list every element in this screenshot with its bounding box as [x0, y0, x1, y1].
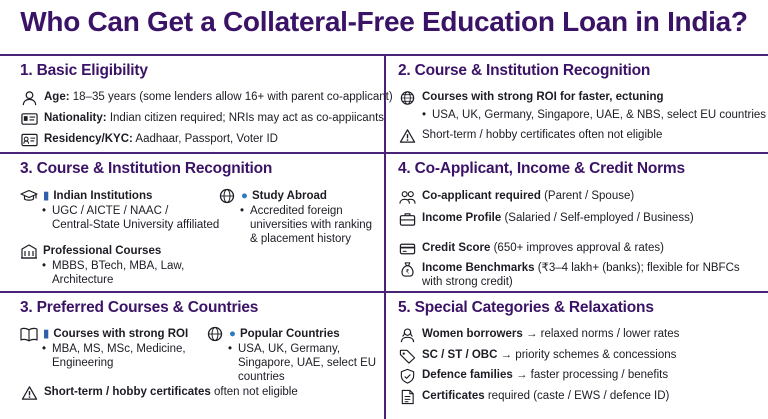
professional-bullet-line2: Architecture: [52, 274, 114, 286]
popular-countries-label: Popular Countries: [239, 328, 340, 340]
globe-icon: [218, 188, 236, 204]
tag-icon: [398, 348, 416, 364]
abroad-bullet-line1: Accredited foreign: [250, 205, 343, 217]
popular-countries-block: [206, 326, 376, 384]
credit-score-row: [398, 241, 664, 257]
coapplicant-row: [398, 189, 634, 205]
building-icon: [20, 243, 38, 259]
panel-heading: 5. Special Categories & Relaxations: [398, 299, 654, 316]
strong-roi-bullet-line2: Engineering: [52, 357, 114, 369]
panel-course-recognition: [0, 154, 384, 291]
abroad-bullet-line3: & placement history: [250, 233, 351, 245]
warning-icon: [398, 128, 416, 144]
shield-icon: [398, 368, 416, 384]
short-term-text: often not eligible: [214, 386, 298, 398]
nationality-row: [20, 111, 384, 127]
panel-heading: 4. Co-Applicant, Income & Credit Norms: [398, 160, 685, 177]
income-benchmarks-label: Income Benchmarks: [422, 262, 535, 274]
income-profile-row: [398, 211, 694, 227]
globe-icon: [206, 326, 224, 342]
svg-text:₹: ₹: [405, 268, 409, 276]
short-term-text: Short-term / hobby certificates often not eligible: [422, 129, 663, 141]
bank-icon: ▮: [43, 190, 50, 202]
sc-st-obc-label: SC / ST / OBC: [422, 349, 498, 361]
short-term-row: [20, 385, 298, 401]
roi-bullet: • USA, UK, Germany, Singapore, UAE, & NBS, select EU countries: [422, 108, 766, 122]
credit-card-icon: [398, 241, 416, 257]
strong-roi-label: Courses with strong ROI: [53, 328, 189, 340]
book-icon: [20, 326, 38, 342]
page-title: Who Can Get a Collateral-Free Education Loan in India?: [20, 6, 748, 37]
age-label: Age:: [44, 91, 70, 103]
strong-roi-block: [20, 326, 188, 370]
countries-bullet-line1: USA, UK, Germany,: [238, 343, 341, 355]
income-profile-text: (Salaried / Self-employed / Business): [504, 212, 694, 224]
nationality-text: Indian citizen required; NRIs may act as co-appiicants: [109, 112, 385, 124]
indian-institutions-label: Indian Institutions: [53, 190, 153, 202]
money-bag-icon: [398, 261, 416, 277]
certificates-row: [398, 389, 669, 405]
earth-icon: ●: [241, 190, 248, 202]
indian-bullet-line1: UGC / AICTE / NAAC /: [52, 205, 169, 217]
coapplicant-label: Co-applicant required: [422, 190, 541, 202]
countries-bullet-line3: countries: [238, 371, 285, 383]
indian-bullet-line2: Central-State University affiliated: [52, 219, 220, 231]
panel-special-categories: [386, 293, 768, 419]
residency-row: [20, 132, 278, 148]
graduation-cap-icon: [20, 188, 38, 204]
countries-bullet-line2: Singapore, UAE, select EU: [238, 357, 377, 369]
income-benchmarks-text2: with strong credit): [422, 276, 513, 288]
woman-icon: [398, 327, 416, 343]
indian-institutions-block: [20, 188, 219, 232]
women-text: → relaxed norms / lower rates: [525, 328, 680, 340]
study-abroad-block: [218, 188, 372, 246]
panel-course-recognition-top: [386, 56, 768, 152]
professional-courses-label: Professional Courses: [43, 245, 162, 257]
panel-heading: 3. Preferred Courses & Countries: [20, 299, 259, 316]
strong-roi-bullet-line1: MBA, MS, MSc, Medicine,: [52, 343, 186, 355]
credit-score-label: Credit Score: [422, 242, 491, 254]
short-term-row: [398, 128, 662, 144]
coapplicant-text: (Parent / Spouse): [544, 190, 635, 202]
panel-heading: 2. Course & Institution Recognition: [398, 62, 651, 79]
people-icon: [398, 189, 416, 205]
age-row: [20, 90, 393, 106]
roi-row: [398, 90, 664, 106]
nationality-label: Nationality:: [44, 112, 107, 124]
earth-icon: ●: [229, 328, 236, 340]
professional-bullet-line1: MBBS, BTech, MBA, Law,: [52, 260, 185, 272]
sc-st-obc-row: [398, 348, 676, 364]
blue-book-icon: ▮: [43, 328, 50, 340]
person-icon: [20, 90, 38, 106]
credit-score-text: (650+ improves approval & rates): [493, 242, 664, 254]
document-id-icon: [20, 132, 38, 148]
certificates-text: required (caste / EWS / defence ID): [487, 390, 670, 402]
women-label: Women borrowers: [422, 328, 523, 340]
roi-label: Courses with strong ROI for faster, ectuning: [422, 91, 664, 103]
certificates-label: Certificates: [422, 390, 485, 402]
income-benchmarks-row: [398, 261, 740, 289]
briefcase-icon: [398, 211, 416, 227]
defence-label: Defence families: [422, 369, 513, 381]
id-card-icon: [20, 111, 38, 127]
defence-text: → faster processing / benefits: [515, 369, 669, 381]
document-icon: [398, 389, 416, 405]
residency-text: Aadhaar, Passport, Voter ID: [135, 133, 278, 145]
women-row: [398, 327, 679, 343]
professional-courses-block: [20, 243, 184, 287]
panel-heading: 3. Course & Institution Recognition: [20, 160, 273, 177]
defence-row: [398, 368, 668, 384]
panel-preferred-courses: [0, 293, 384, 419]
globe-icon: [398, 90, 416, 106]
income-profile-label: Income Profile: [422, 212, 502, 224]
sc-st-obc-text: → priority schemes & concessions: [500, 349, 677, 361]
study-abroad-label: Study Abroad: [251, 190, 327, 202]
income-benchmarks-text: (₹3–4 lakh+ (banks); flexible for NBFCs: [537, 262, 740, 274]
panel-coapplicant-income-credit: [386, 154, 768, 291]
abroad-bullet-line2: universities with ranking: [250, 219, 373, 231]
short-term-label: Short-term / hobby certificates: [44, 386, 211, 398]
residency-label: Residency/KYC:: [44, 133, 133, 145]
panel-basic-eligibility: [0, 56, 393, 152]
age-text: 18–35 years (some lenders allow 16+ with parent co-applicant): [72, 91, 393, 103]
panel-heading: 1. Basic Eligibility: [20, 62, 148, 79]
warning-icon: [20, 385, 38, 401]
